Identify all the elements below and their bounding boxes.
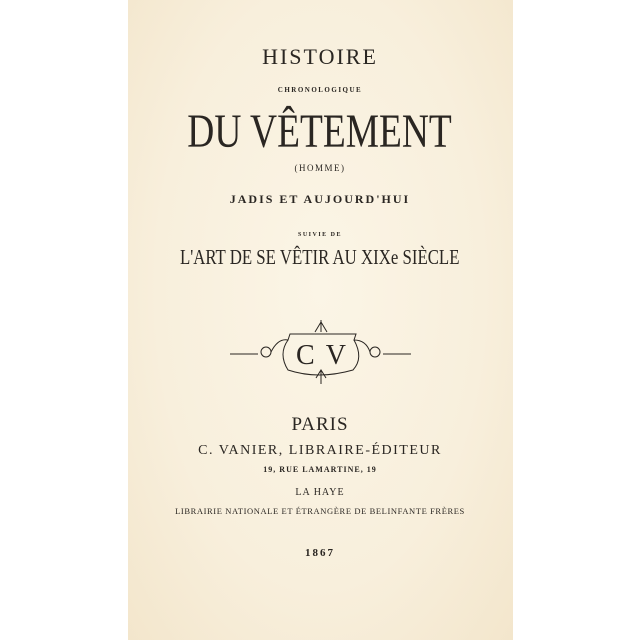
subtitle-art: L'ART DE SE VÊTIR AU XIXe SIÈCLE [180, 245, 460, 269]
subtitle-suivie: SUIVIE DE [297, 232, 342, 238]
imprint-publisher: C. VANIER, LIBRAIRE-ÉDITEUR [198, 443, 442, 458]
title-main: DU VÊTEMENT [187, 105, 453, 158]
subtitle-jadis: JADIS ET AUJOURD'HUI [229, 192, 411, 206]
imprint-year: 1867 [305, 547, 335, 559]
imprint-city-2: LA HAYE [295, 487, 345, 498]
imprint-publisher-2: LIBRAIRIE NATIONALE ET ÉTRANGÈRE DE BELINFANTE FRÈRES [175, 506, 465, 516]
title-histoire: HISTOIRE [262, 44, 378, 69]
title-chronologique: CHRONOLOGIQUE [277, 86, 363, 94]
title-homme: (HOMME) [294, 163, 346, 173]
imprint-address: 19, RUE LAMARTINE, 19 [263, 465, 377, 474]
imprint-city: PARIS [291, 414, 349, 435]
monogram-text: CV [296, 340, 346, 371]
cv-monogram-ornament-icon [228, 318, 413, 386]
